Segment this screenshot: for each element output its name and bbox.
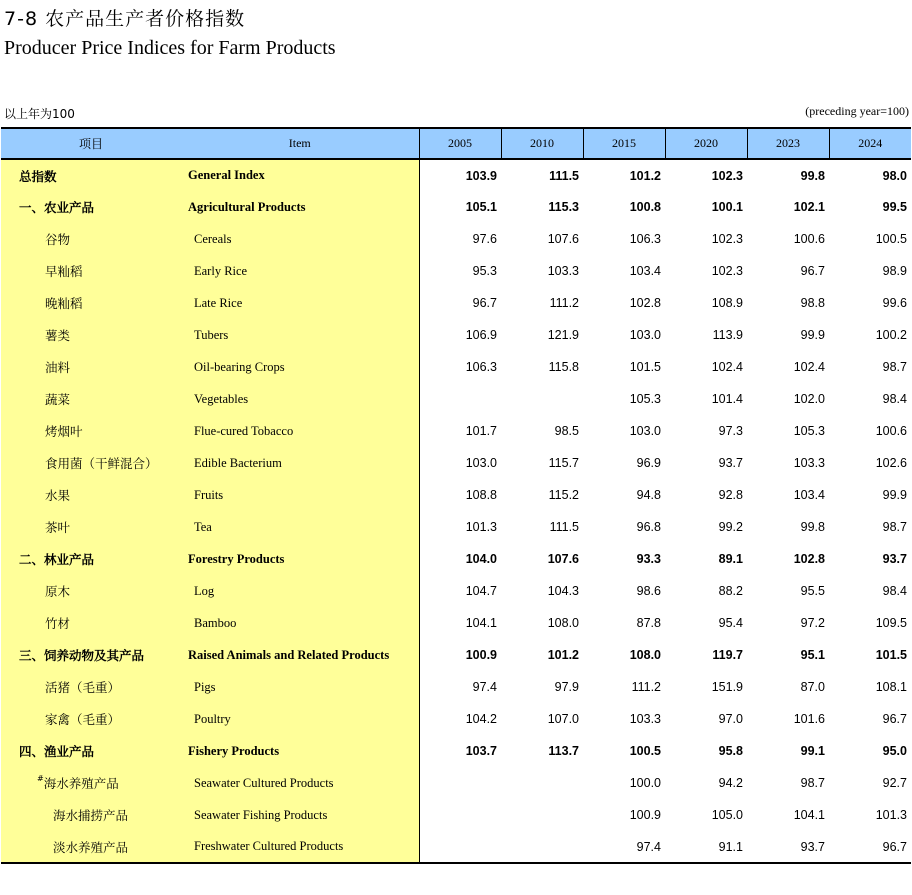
index-value: 102.3 (665, 255, 747, 287)
header-item-en: Item (181, 128, 419, 159)
index-value: 99.1 (747, 735, 829, 767)
index-value: 99.9 (747, 319, 829, 351)
index-value: 104.2 (419, 703, 501, 735)
table-row (1, 703, 911, 735)
row-label-cn (1, 159, 181, 191)
row-label-cn-text: 三、饲养动物及其产品 (19, 648, 145, 663)
index-value: 104.1 (747, 799, 829, 831)
index-value: 95.0 (829, 735, 911, 767)
row-label-cn (1, 383, 181, 415)
index-value: 105.1 (419, 191, 501, 223)
row-label-en: Tea (181, 511, 419, 543)
row-label-cn-text: 四、渔业产品 (19, 744, 95, 759)
index-value: 99.2 (665, 511, 747, 543)
row-label-en: Edible Bacterium (181, 447, 419, 479)
index-value: 97.6 (419, 223, 501, 255)
row-label-cn-text: 烤烟叶 (45, 424, 83, 439)
index-value: 99.9 (829, 479, 911, 511)
index-value: 95.5 (747, 575, 829, 607)
header-year: 2023 (747, 128, 829, 159)
index-value: 98.7 (829, 351, 911, 383)
index-value: 98.7 (829, 511, 911, 543)
row-label-cn (1, 607, 181, 639)
header-year: 2024 (829, 128, 911, 159)
index-value: 97.2 (747, 607, 829, 639)
index-value: 101.3 (829, 799, 911, 831)
table-row (1, 415, 911, 447)
index-value: 94.2 (665, 767, 747, 799)
header-year: 2015 (583, 128, 665, 159)
index-value: 115.8 (501, 351, 583, 383)
row-label-cn-text: 总指数 (19, 168, 57, 184)
index-value: 97.9 (501, 671, 583, 703)
row-label-en: Log (181, 575, 419, 607)
index-value: 103.4 (747, 479, 829, 511)
row-label-en: Flue-cured Tobacco (181, 415, 419, 447)
row-label-cn-text: 原木 (45, 584, 71, 599)
index-value: 91.1 (665, 831, 747, 863)
row-label-cn (1, 351, 181, 383)
index-value: 100.9 (583, 799, 665, 831)
index-value: 103.0 (583, 319, 665, 351)
row-label-en: Seawater Fishing Products (181, 799, 419, 831)
index-value: 103.7 (419, 735, 501, 767)
row-label-cn-text: 水果 (45, 488, 71, 503)
index-value: 100.5 (583, 735, 665, 767)
index-value: 100.2 (829, 319, 911, 351)
index-value: 92.7 (829, 767, 911, 799)
index-value: 102.0 (747, 383, 829, 415)
index-value (419, 831, 501, 863)
row-label-cn (1, 223, 181, 255)
table-row (1, 351, 911, 383)
row-label-cn (1, 799, 181, 831)
index-value: 99.6 (829, 287, 911, 319)
index-value: 97.4 (419, 671, 501, 703)
table-row (1, 255, 911, 287)
header-year: 2005 (419, 128, 501, 159)
index-value: 115.3 (501, 191, 583, 223)
header-year: 2020 (665, 128, 747, 159)
index-value: 102.1 (747, 191, 829, 223)
index-value: 100.0 (583, 767, 665, 799)
row-label-cn-text: 二、林业产品 (19, 552, 95, 567)
index-value: 108.1 (829, 671, 911, 703)
index-value: 102.8 (583, 287, 665, 319)
index-value: 92.8 (665, 479, 747, 511)
row-label-cn (1, 511, 181, 543)
index-value: 100.9 (419, 639, 501, 671)
row-label-en: Seawater Cultured Products (181, 767, 419, 799)
index-value: 115.2 (501, 479, 583, 511)
row-label-cn-text: 活猪（毛重） (45, 680, 121, 695)
row-label-en: Raised Animals and Related Products (181, 639, 419, 671)
index-value: 103.3 (583, 703, 665, 735)
row-label-en: Vegetables (181, 383, 419, 415)
index-value: 101.5 (583, 351, 665, 383)
index-value: 98.4 (829, 575, 911, 607)
index-value: 105.0 (665, 799, 747, 831)
index-value: 111.5 (501, 159, 583, 191)
index-value: 98.4 (829, 383, 911, 415)
index-value: 104.7 (419, 575, 501, 607)
table-row (1, 639, 911, 671)
index-value: 101.3 (419, 511, 501, 543)
table-body (1, 159, 911, 863)
index-value: 102.4 (665, 351, 747, 383)
row-label-cn-text: 海水养殖产品 (43, 776, 119, 791)
row-label-en: General Index (181, 159, 419, 191)
index-value: 113.7 (501, 735, 583, 767)
header-item-cn: 项目 (1, 128, 181, 159)
index-value: 95.8 (665, 735, 747, 767)
row-label-en: Poultry (181, 703, 419, 735)
index-value: 108.9 (665, 287, 747, 319)
row-label-en: Fruits (181, 479, 419, 511)
index-value: 104.3 (501, 575, 583, 607)
row-label-cn (1, 671, 181, 703)
index-value: 94.8 (583, 479, 665, 511)
index-value: 96.7 (747, 255, 829, 287)
row-label-cn-text: 食用菌（干鲜混合） (45, 456, 158, 471)
price-index-table (1, 127, 911, 864)
row-label-en: Early Rice (181, 255, 419, 287)
index-value: 98.7 (747, 767, 829, 799)
index-value: 102.3 (665, 223, 747, 255)
index-value: 107.0 (501, 703, 583, 735)
row-label-cn (1, 575, 181, 607)
index-value: 102.8 (747, 543, 829, 575)
index-value: 97.0 (665, 703, 747, 735)
row-label-cn (1, 319, 181, 351)
index-value: 121.9 (501, 319, 583, 351)
index-value (501, 767, 583, 799)
row-label-cn (1, 543, 181, 575)
index-value: 111.2 (501, 287, 583, 319)
index-value: 108.0 (501, 607, 583, 639)
index-value: 93.7 (747, 831, 829, 863)
index-value: 108.8 (419, 479, 501, 511)
index-value: 109.5 (829, 607, 911, 639)
index-value: 96.7 (829, 831, 911, 863)
index-value: 105.3 (747, 415, 829, 447)
table-row (1, 383, 911, 415)
index-value: 98.5 (501, 415, 583, 447)
index-value: 101.4 (665, 383, 747, 415)
table-row (1, 575, 911, 607)
index-value: 108.0 (583, 639, 665, 671)
index-value: 104.1 (419, 607, 501, 639)
index-value: 98.8 (747, 287, 829, 319)
index-value: 98.6 (583, 575, 665, 607)
row-label-cn (1, 447, 181, 479)
unit-note-en: (preceding year=100) (805, 104, 909, 118)
index-value: 98.0 (829, 159, 911, 191)
index-value: 100.6 (829, 415, 911, 447)
table-row (1, 735, 911, 767)
table-row (1, 287, 911, 319)
index-value: 98.9 (829, 255, 911, 287)
index-value: 106.9 (419, 319, 501, 351)
row-label-cn-text: 早籼稻 (45, 264, 83, 279)
row-label-cn-text: 海水捕捞产品 (53, 808, 129, 823)
row-label-en: Bamboo (181, 607, 419, 639)
index-value: 93.7 (829, 543, 911, 575)
row-label-cn-text: 蔬菜 (45, 392, 71, 407)
index-value: 106.3 (419, 351, 501, 383)
index-value: 105.3 (583, 383, 665, 415)
row-label-en: Forestry Products (181, 543, 419, 575)
index-value: 101.6 (747, 703, 829, 735)
index-value: 103.9 (419, 159, 501, 191)
row-label-cn (1, 639, 181, 671)
index-value (501, 831, 583, 863)
index-value: 87.8 (583, 607, 665, 639)
page-title-cn: 7-8 农产品生产者价格指数 (4, 8, 246, 30)
index-value: 151.9 (665, 671, 747, 703)
table-row (1, 607, 911, 639)
index-value: 96.8 (583, 511, 665, 543)
row-label-cn-text: 淡水养殖产品 (53, 839, 129, 855)
row-label-cn (1, 287, 181, 319)
index-value (419, 767, 501, 799)
header-year: 2010 (501, 128, 583, 159)
table-row (1, 671, 911, 703)
row-label-cn (1, 415, 181, 447)
row-label-en: Oil-bearing Crops (181, 351, 419, 383)
index-value: 93.3 (583, 543, 665, 575)
index-value: 119.7 (665, 639, 747, 671)
index-value: 95.3 (419, 255, 501, 287)
row-label-cn-text: 竹材 (45, 616, 71, 631)
index-value: 104.0 (419, 543, 501, 575)
row-label-en: Fishery Products (181, 735, 419, 767)
row-label-cn (1, 255, 181, 287)
index-value: 89.1 (665, 543, 747, 575)
index-value: 87.0 (747, 671, 829, 703)
index-value: 88.2 (665, 575, 747, 607)
row-label-en: Cereals (181, 223, 419, 255)
index-value: 103.0 (583, 415, 665, 447)
index-value (419, 799, 501, 831)
index-value: 102.6 (829, 447, 911, 479)
index-value: 96.9 (583, 447, 665, 479)
index-value: 99.8 (747, 159, 829, 191)
index-value: 101.2 (583, 159, 665, 191)
index-value: 96.7 (419, 287, 501, 319)
row-label-en: Tubers (181, 319, 419, 351)
index-value: 115.7 (501, 447, 583, 479)
index-value: 97.4 (583, 831, 665, 863)
row-label-cn (1, 735, 181, 767)
index-value: 107.6 (501, 223, 583, 255)
index-value: 99.8 (747, 511, 829, 543)
index-value: 102.4 (747, 351, 829, 383)
row-label-cn (1, 191, 181, 223)
row-label-en: Pigs (181, 671, 419, 703)
index-value: 103.3 (501, 255, 583, 287)
page-title-en: Producer Price Indices for Farm Products (4, 37, 336, 59)
index-value (501, 383, 583, 415)
index-value: 103.4 (583, 255, 665, 287)
table-row (1, 159, 911, 191)
index-value: 101.2 (501, 639, 583, 671)
table-row (1, 799, 911, 831)
row-label-en: Late Rice (181, 287, 419, 319)
table-row (1, 479, 911, 511)
row-label-cn-text: 油料 (45, 360, 71, 375)
table-row (1, 831, 911, 863)
row-label-cn-text: 谷物 (45, 232, 71, 247)
table-row (1, 191, 911, 223)
index-value: 95.4 (665, 607, 747, 639)
row-label-cn-text: 家禽（毛重） (45, 712, 121, 727)
row-label-cn-text: 薯类 (45, 328, 71, 343)
index-value: 111.2 (583, 671, 665, 703)
index-value: 99.5 (829, 191, 911, 223)
index-value: 101.7 (419, 415, 501, 447)
row-label-cn-text: 茶叶 (45, 520, 71, 535)
row-label-cn (1, 831, 181, 863)
index-value: 93.7 (665, 447, 747, 479)
row-label-cn-text: 晚籼稻 (45, 296, 83, 311)
table-header-row (1, 128, 911, 159)
row-label-cn (1, 703, 181, 735)
index-value: 102.3 (665, 159, 747, 191)
index-value: 100.5 (829, 223, 911, 255)
unit-note-cn: 以上年为100 (4, 107, 75, 121)
row-label-cn (1, 767, 181, 799)
table-row (1, 223, 911, 255)
index-value: 95.1 (747, 639, 829, 671)
index-value: 100.8 (583, 191, 665, 223)
index-value: 100.1 (665, 191, 747, 223)
index-value (501, 799, 583, 831)
table-row (1, 319, 911, 351)
index-value: 96.7 (829, 703, 911, 735)
table-row (1, 447, 911, 479)
index-value: 100.6 (747, 223, 829, 255)
index-value: 101.5 (829, 639, 911, 671)
table-row (1, 767, 911, 799)
index-value: 103.0 (419, 447, 501, 479)
index-value: 106.3 (583, 223, 665, 255)
index-value: 103.3 (747, 447, 829, 479)
table-row (1, 511, 911, 543)
row-label-cn (1, 479, 181, 511)
index-value (419, 383, 501, 415)
table-row (1, 543, 911, 575)
index-value: 113.9 (665, 319, 747, 351)
index-value: 107.6 (501, 543, 583, 575)
index-value: 111.5 (501, 511, 583, 543)
footnote-mark: # (37, 774, 44, 783)
index-value: 97.3 (665, 415, 747, 447)
row-label-en: Freshwater Cultured Products (181, 831, 419, 863)
row-label-cn-text: 一、农业产品 (19, 200, 95, 215)
row-label-en: Agricultural Products (181, 191, 419, 223)
